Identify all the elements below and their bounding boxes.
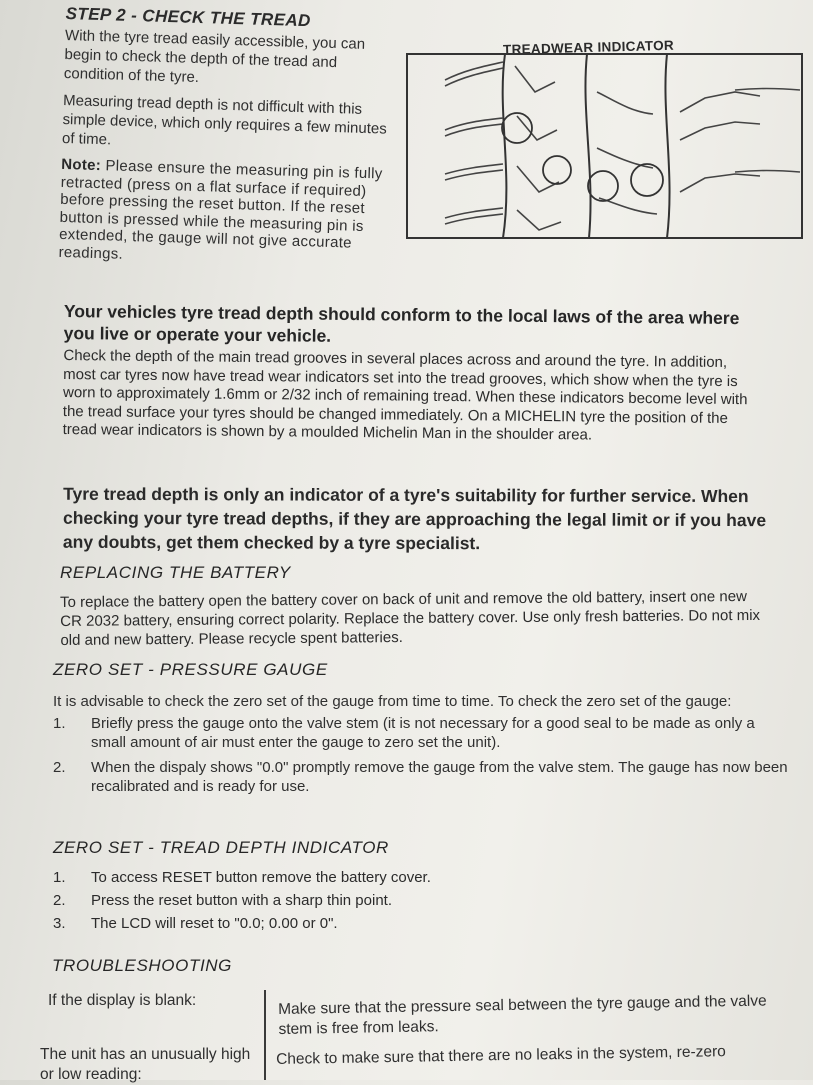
tread-laws-body: Check the depth of the main tread grooves in several places across and around the tyre. In addition, most car tyres now have tread wear indicators set into the tread grooves, which show when the tyre is worn to approximately 1.6mm or 2/32 inch of remaining tread. When these indicators become level with the tread surface your tyres should be changed immediately. On a MICHELIN tyre the position of the tread wear indicators is shown by a moulded Michelin Man in the shoulder area.: [62, 346, 748, 444]
list-item: [53, 914, 773, 934]
tyre-tread-illustration: [405, 52, 805, 240]
list-item-number: 2.: [53, 759, 66, 776]
step2-section: [58, 4, 396, 279]
list-item-number: 1.: [53, 715, 66, 732]
step2-title: STEP 2 - CHECK THE TREAD: [65, 4, 312, 31]
list-item-text: Briefly press the gauge onto the valve stem (it is not necessary for a good seal to be made as only a small amount of air must enter the gauge to zero set the unit).: [91, 715, 755, 751]
tread-depth-warning: Tyre tread depth is only an indicator of a tyre's suitability for further service. When checking your tyre tread depths, if they are approaching the legal limit or if you have any doubts, get them checked by a tyre specialist.: [62, 483, 767, 554]
zero-set-tread-section: [53, 838, 773, 934]
battery-section: [60, 563, 770, 650]
step2-note-label: Note:: [60, 155, 102, 175]
tread-laws-section: [63, 300, 754, 447]
troubleshooting-fix-2: Check to make sure that there are no leaks in the system, re-zero: [276, 1043, 726, 1068]
step2-paragraph-2: Measuring tread depth is not difficult with this simple device, which only requires a few minutes of time.: [61, 91, 387, 149]
list-item: [53, 714, 788, 752]
zero-set-tread-list: [53, 868, 773, 934]
zero-set-pressure-section: [53, 660, 788, 796]
tread-laws-title: Your vehicles tyre tread depth should conform to the local laws of the area where you live or operate your vehicle.: [63, 300, 740, 346]
list-item-text: When the dispaly shows "0.0" promptly remove the gauge from the valve stem. The gauge has now been recalibrated and is ready for use.: [91, 759, 788, 795]
troubleshooting-condition-1: If the display is blank:: [48, 992, 197, 1009]
zero-set-pressure-title: ZERO SET - PRESSURE GAUGE: [53, 660, 328, 679]
list-item: [53, 758, 788, 796]
zero-set-tread-title: ZERO SET - TREAD DEPTH INDICATOR: [53, 838, 389, 857]
battery-body: To replace the battery open the battery cover on back of unit and remove the old battery, insert one new CR 2032 battery, ensuring correct polarity. Replace the battery cover. Use only fresh batteries. Do not mix old and new battery. Please recycle spent batteries.: [60, 588, 761, 649]
zero-set-pressure-intro: It is advisable to check the zero set of the gauge from time to time. To check the zero set of the gauge:: [53, 693, 732, 710]
list-item-number: 1.: [53, 869, 66, 886]
list-item-number: 3.: [53, 915, 66, 932]
list-item-number: 2.: [53, 892, 66, 909]
troubleshooting-divider: [264, 990, 266, 1080]
troubleshooting-fix-1: Make sure that the pressure seal between the tyre gauge and the valve stem is free from leaks.: [278, 992, 767, 1038]
step2-paragraph-1: With the tyre tread easily accessible, you can begin to check the depth of the tread and condition of the tyre.: [63, 26, 366, 86]
treadwear-indicator-label: TREADWEAR INDICATOR: [502, 37, 675, 58]
step2-note-text: Please ensure the measuring pin is fully retracted (press on a flat surface if required) before pressing the reset button. If the reset button is pressed while the measuring pin is extended, the gauge will not give accurate readings.: [58, 157, 383, 263]
list-item: [53, 891, 773, 911]
list-item-text: The LCD will reset to "0.0; 0.00 or 0".: [91, 915, 338, 932]
troubleshooting-title: TROUBLESHOOTING: [52, 956, 232, 975]
troubleshooting-condition-2: The unit has an unusually high or low reading:: [40, 1046, 251, 1083]
list-item-text: To access RESET button remove the battery cover.: [91, 869, 431, 886]
list-item: [53, 868, 773, 888]
treadwear-indicator-figure: [405, 36, 805, 240]
step2-note: [58, 156, 391, 271]
troubleshooting-section: [52, 956, 802, 976]
list-item-text: Press the reset button with a sharp thin point.: [91, 892, 393, 909]
battery-title: REPLACING THE BATTERY: [60, 563, 291, 582]
